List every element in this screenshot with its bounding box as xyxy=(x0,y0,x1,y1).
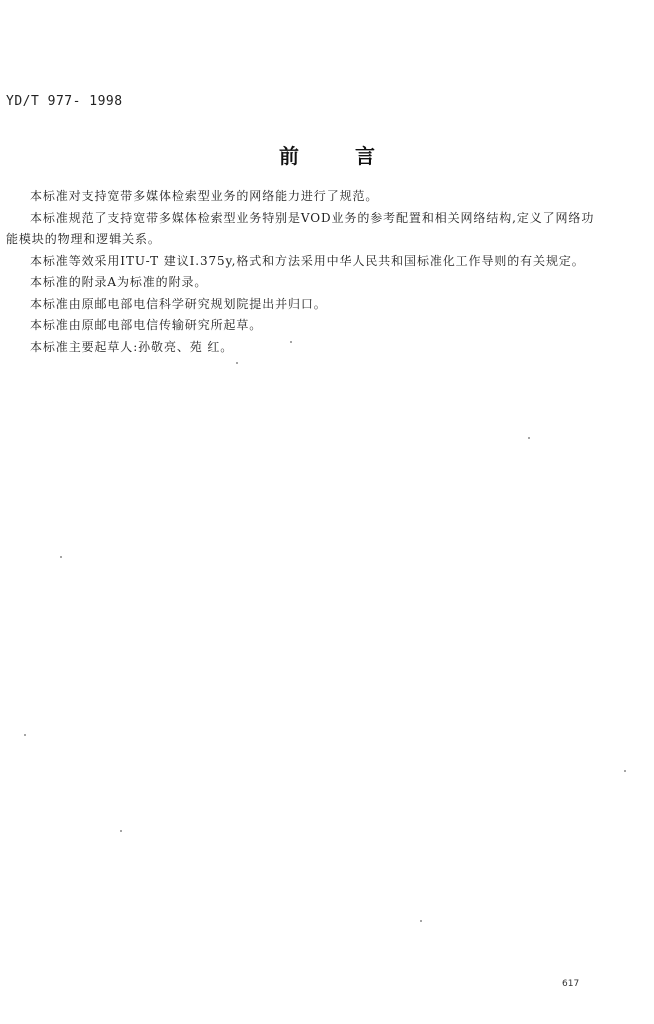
page-number: 617 xyxy=(562,979,580,989)
paragraph-appendix: 本标准的附录A为标准的附录。 xyxy=(30,275,208,289)
paragraph-drafters: 本标准主要起草人:孙敬亮、苑 红。 xyxy=(30,339,234,354)
title-char-2: 言 xyxy=(355,144,375,168)
foreword-body xyxy=(6,186,596,358)
paragraph-scope: 本标准对支持宽带多媒体检索型业务的网络能力进行了规范。 xyxy=(30,189,379,203)
scan-speck xyxy=(120,830,122,832)
scan-speck xyxy=(24,734,26,736)
paragraph-drafter-org: 本标准由原邮电部电信传输研究所起草。 xyxy=(30,318,263,332)
scan-speck xyxy=(290,341,292,343)
scan-speck xyxy=(60,556,62,558)
paragraph-reference-config: 本标准规范了支持宽带多媒体检索型业务特别是VOD业务的参考配置和相关网络结构,定义了网络功能模块的物理和逻辑关系。 xyxy=(6,210,595,246)
page-title xyxy=(0,140,654,169)
standard-code: YD/T 977- 1998 xyxy=(6,94,123,109)
paragraph-proposer: 本标准由原邮电部电信科学研究规划院提出并归口。 xyxy=(30,296,327,311)
scan-speck xyxy=(236,362,238,364)
scan-speck xyxy=(420,920,422,922)
paragraph-equivalence: 本标准等效采用ITU-T 建议I.375y,格式和方法采用中华人民共和国标准化工作导则的有关规定。 xyxy=(30,253,585,268)
scan-speck xyxy=(624,770,626,772)
scan-speck xyxy=(528,437,530,439)
title-char-1: 前 xyxy=(279,144,299,168)
